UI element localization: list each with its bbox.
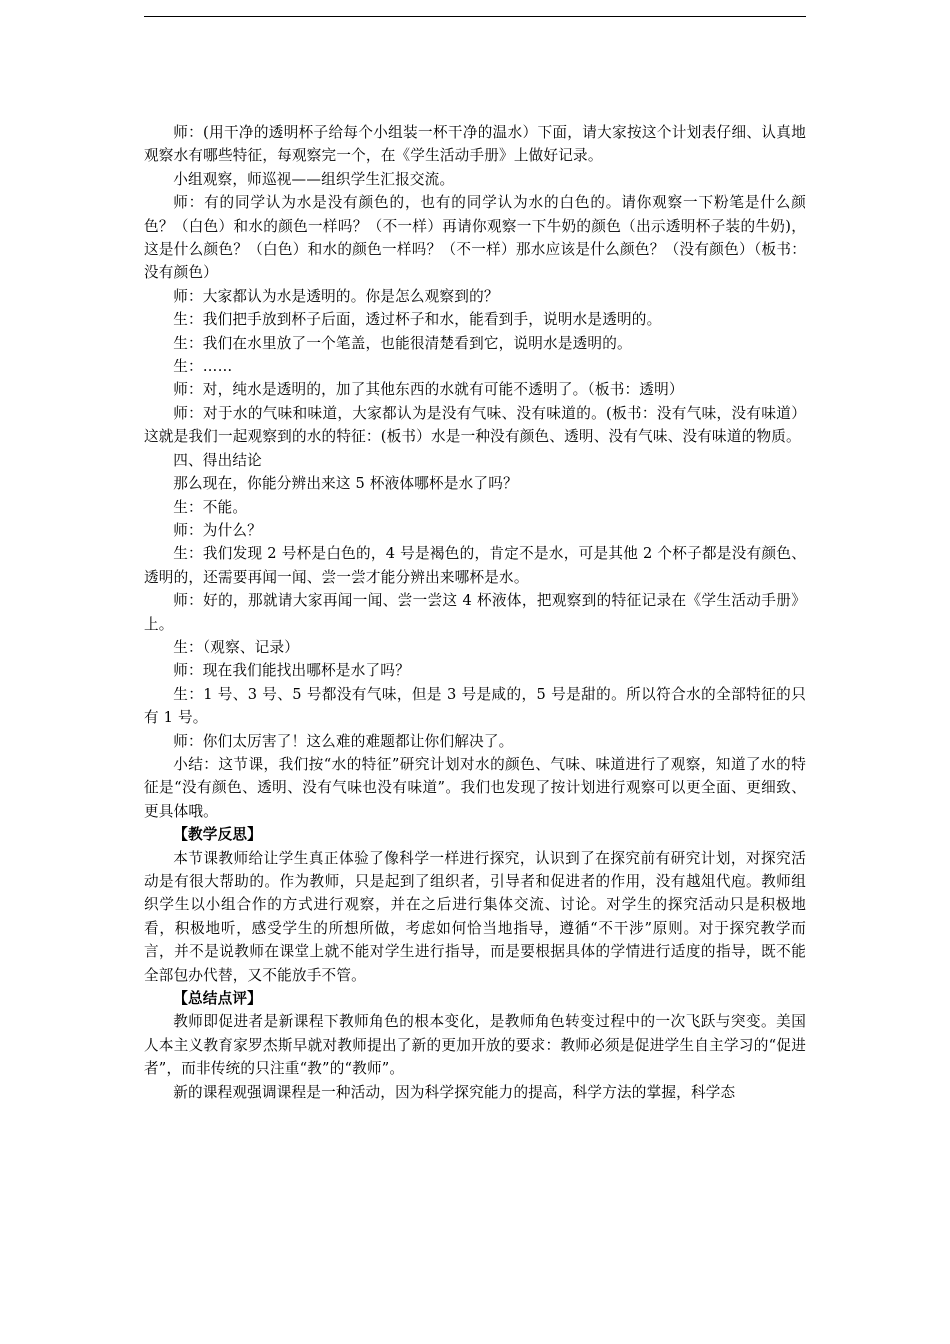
body-paragraph: 生：…… [173, 358, 233, 376]
body-paragraph: 生：（观察、记录） [173, 638, 300, 656]
body-paragraph: 生：不能。 [173, 498, 248, 516]
body-paragraph: 师：有的同学认为水是没有颜色的，也有的同学认为水的白色的。请你观察一下粉笔是什么颜色？（白色）和水的颜色一样吗？（不一样）再请你观察一下牛奶的颜色（出示透明杯子装的牛奶)，这是什么颜色？（白色）和水的颜色一样吗？（不一样）那水应该是什么颜色？（没有颜色）（板书：没有颜色） [144, 194, 806, 282]
body-paragraph: 师：(用干净的透明杯子给每个小组装一杯干净的温水）下面，请大家按这个计划表仔细、认真地观察水有哪些特征，每观察完一个，在《学生活动手册》上做好记录。 [144, 124, 806, 165]
body-paragraph: 师：你们太厉害了！这么难的难题都让你们解决了。 [173, 732, 514, 750]
body-paragraph: 本节课教师给让学生真正体验了像科学一样进行探究，认识到了在探究前有研究计划，对探究活动是有很大帮助的。作为教师，只是起到了组织者，引导者和促进者的作用，没有越俎代庖。教师组织学生以小组合作的方式进行观察，并在之后进行集体交流、讨论。对学生的探究活动只是积极地看，积极地听，感受学生的所想所做，考虑如何恰当地指导，遵循“不干涉”原则。对于探究教学而言，并不是说教师在课堂上就不能对学生进行指导，而是要根据具体的学情进行适度的指导，既不能全部包办代替，又不能放手不管。 [144, 849, 806, 984]
body-paragraph: 小结：这节课，我们按“水的特征”研究计划对水的颜色、气味、味道进行了观察，知道了水的特征是“没有颜色、透明、没有气味也没有味道”。我们也发现了按计划进行观察可以更全面、更细致、更具体哦。 [144, 755, 806, 820]
body-paragraph: 小组观察，师巡视——组织学生汇报交流。 [173, 170, 455, 188]
body-paragraph: 师：现在我们能找出哪杯是水了吗？ [173, 662, 410, 680]
body-paragraph: 四、得出结论 [173, 451, 262, 469]
body-paragraph: 生：1 号、3 号、5 号都没有气味，但是 3 号是咸的，5 号是甜的。所以符合水的全部特征的只有 1 号。 [144, 685, 806, 727]
header-rule [144, 16, 806, 17]
section-heading: 【教学反思】 [173, 826, 262, 844]
body-paragraph: 那么现在，你能分辨出来这 5 杯液体哪杯是水了吗？ [173, 475, 518, 493]
document-body [144, 121, 806, 1104]
body-paragraph: 师：对，纯水是透明的，加了其他东西的水就有可能不透明了。（板书：透明） [173, 381, 684, 399]
body-paragraph: 生：我们把手放到杯子后面，透过杯子和水，能看到手，说明水是透明的。 [173, 311, 662, 329]
body-paragraph: 师：大家都认为水是透明的。你是怎么观察到的？ [173, 287, 499, 305]
body-paragraph: 教师即促进者是新课程下教师角色的根本变化，是教师角色转变过程中的一次飞跃与突变。美国人本主义教育家罗杰斯早就对教师提出了新的更加开放的要求：教师必须是促进学生自主学习的“促进者”，而非传统的只注重“教”的“教师”。 [144, 1013, 806, 1078]
body-paragraph: 生：我们在水里放了一个笔盖，也能很清楚看到它，说明水是透明的。 [173, 334, 632, 352]
body-paragraph: 师：为什么？ [173, 521, 262, 539]
section-heading: 【总结点评】 [173, 990, 262, 1008]
body-paragraph: 师：好的，那就请大家再闻一闻、尝一尝这 4 杯液体，把观察到的特征记录在《学生活动手册》上。 [144, 592, 806, 633]
body-paragraph: 新的课程观强调课程是一种活动，因为科学探究能力的提高，科学方法的掌握，科学态 [173, 1083, 736, 1101]
body-paragraph: 师：对于水的气味和味道，大家都认为是没有气味、没有味道的。(板书：没有气味，没有味道）这就是我们一起观察到的水的特征：(板书）水是一种没有颜色、透明、没有气味、没有味道的物质。 [144, 404, 806, 446]
body-paragraph: 生：我们发现 2 号杯是白色的，4 号是褐色的，肯定不是水，可是其他 2 个杯子都是没有颜色、透明的，还需要再闻一闻、尝一尝才能分辨出来哪杯是水。 [144, 545, 806, 586]
